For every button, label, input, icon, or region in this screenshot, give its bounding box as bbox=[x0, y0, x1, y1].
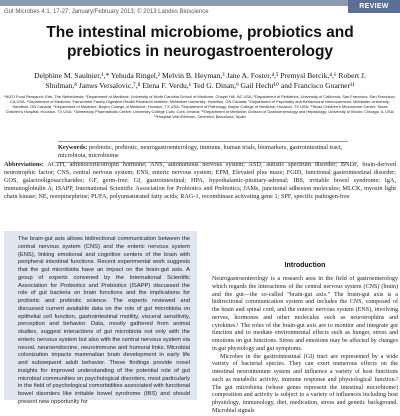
author-list: Delphine M. Saulnier,¹,* Yehuda Ringel,² Melvin B. Heyman,³ Jane A. Foster,⁴,⁵ Premysl Bercik,⁴,⁶ Robert J. Shulman,⁸ James Versalovic,⁷,⁸ Elena F. Verdu,⁶ Ted G. Dinan,⁹ Gail Hecht¹⁰ and Francisco Guarner¹¹ bbox=[34, 71, 366, 90]
keywords-text: probiotic, prebiotic, neurogastroenterology, immune, human trials, biomarkers, gastrointestinal tract, microbiota, microbiome bbox=[58, 144, 343, 159]
introduction-heading: Introduction bbox=[284, 262, 326, 269]
intro-paragraph: Microbes in the gastrointestinal (GI) tract are represented by a wide variety of bacterial species. They can exert numerous effects on the intestinal neuroimmune system and influence a variety of host functions such as metabolic activity, immune response and physiological function.² The gut microbiota (whose genes represent the intestinal microbiome) composition and activity is subject to a variety of influences including host physiology, immunology, diet, medication, stress and genetic background. Microbial signals bbox=[212, 353, 398, 414]
abstract-box bbox=[4, 231, 197, 405]
keywords-label: Keywords: bbox=[58, 144, 88, 151]
abbreviations-label: Abbreviations: bbox=[4, 161, 44, 168]
section-tab: REVIEW bbox=[348, 0, 400, 13]
introduction-body bbox=[212, 276, 398, 414]
journal-citation: Gut Microbes 4:1, 17-27; January/February 2013; © 2013 Landes Bioscience bbox=[4, 9, 209, 15]
keywords-section bbox=[58, 141, 348, 163]
header-bar bbox=[0, 0, 400, 6]
article-title: The intestinal microbiome, probiotics and prebiotics in neurogastroenterology bbox=[46, 24, 354, 60]
abstract-text: The brain-gut axis allows bidirectional communication between the central nervous system (CNS) and the enteric nervous system (ENS), linking emotional and cognitive centers of the brain with peripheral intestinal functions. Recent experimental work suggests that the gut microbiota have an impact on the brain-gut axis. A group of experts convened by the International Scientific Association for Probiotics and Prebiotics (ISAPP) discussed the role of gut bacteria on brain functions and the implications for probiotic and prebiotic science. The experts reviewed and discussed current available data on the role of gut microbiota on epithelial cell function, gastrointestinal motility, visceral sensitivity, perception and behavior. Data, mostly gathered from animal studies, suggest interactions of gut microbiota not only with the enteric nervous system but also with the central nervous system via neural, neuroendocrine, neuroimmune and humoral links. Microbial colonization impacts mammalian brain development in early life and subsequent adult behavior. These findings provide novel insights for improved understanding of the potential role of gut microbial communities on psychological disorders, most particularly in the field of psychological comorbidities associated with functional bowel disorders like irritable bowel syndrome (IBS) and should present new opportunity for bbox=[18, 236, 190, 405]
abbreviations-text: ACTH, adrenocorticotropin hormone; ANS, autonomous nervous system; ASD, autistic spectrum disorder; BNDF, brain-derived neurotrophic factor; CNS, central nervous system; ENS, enteric nervous system; EPM, Elevated plus maze; FGID, functional gastrointestinal disorder; GOS, galactooligosaccharides; GF, germ-free; GI, gastrointestinal; HPA, hypothalamic-pituitary-adrenal; IBS, irritable bowel syndrome; IgA, immunoglobulin A; ISAPP, International Scientific Association for Probiotics and Prebiotics; JAMs, junctional adhesion molecules; MLCK, myosin light chain kinase; NE, norepinephrine; PUFA, polyunsaturated fatty acids; RAG-1, recombinase activating gene 1; SPF, specific pathogen-free bbox=[4, 161, 396, 201]
intro-paragraph: Neurogastroenterology is a research area in the field of gastroenterology which regards the interactions of the central nervous system (CNS) (brain) and the gut—the so-called “brain-gut axis.” The brain-gut axis is a bidirectional communication system and includes the CNS, composed of the brain and spinal cord, and the enteric nervous system (ENS), involving nerves, hormones and other molecules such as neurotrophins and cytokines.¹ The roles of the brain-gut axis are to monitor and integrate gut function and to mediate environmental effects such as hunger, stress and emotions on gut functions. Stress and emotions may be affected by changes in gut physiology and gut symptoms. bbox=[212, 276, 398, 352]
affiliations: ¹NIZO Food Research; Ede, The Netherlands; ²Department of Medicine; University of North Carolina School of Medicine; Chapel Hill, NC USA; ³Department of Pediatrics; University of California, San Francisco; San Francisco, CA USA; ⁴Department of Medicine; Farncombe Family Digestive Health Research Institute; McMaster University; Hamilton, ON Canada; ⁵Department of Psychiatry and Behavioural Neurosciences; McMaster University; Hamilton, ON Canada; ⁶Department of Medicine; Baylor College of Medicine; Houston, TX USA; ⁷Department of Pathology; Baylor College of Medicine; Houston, TX USA; ⁸Texas Children's Microbiome Center; Texas Children's Hospital; Houston, TX USA; ⁹Alimentary Pharmabiotic Centre; University College Cork; Cork, Ireland; ¹⁰Department of Medicine; Division of Gastroenterology and Hepatology; University of Illinois; Chicago, IL USA; ¹¹Hospital Vall d'Hebron, Ciberehd; Barcelona, Spain bbox=[4, 94, 396, 120]
abbreviations-section bbox=[4, 161, 396, 201]
